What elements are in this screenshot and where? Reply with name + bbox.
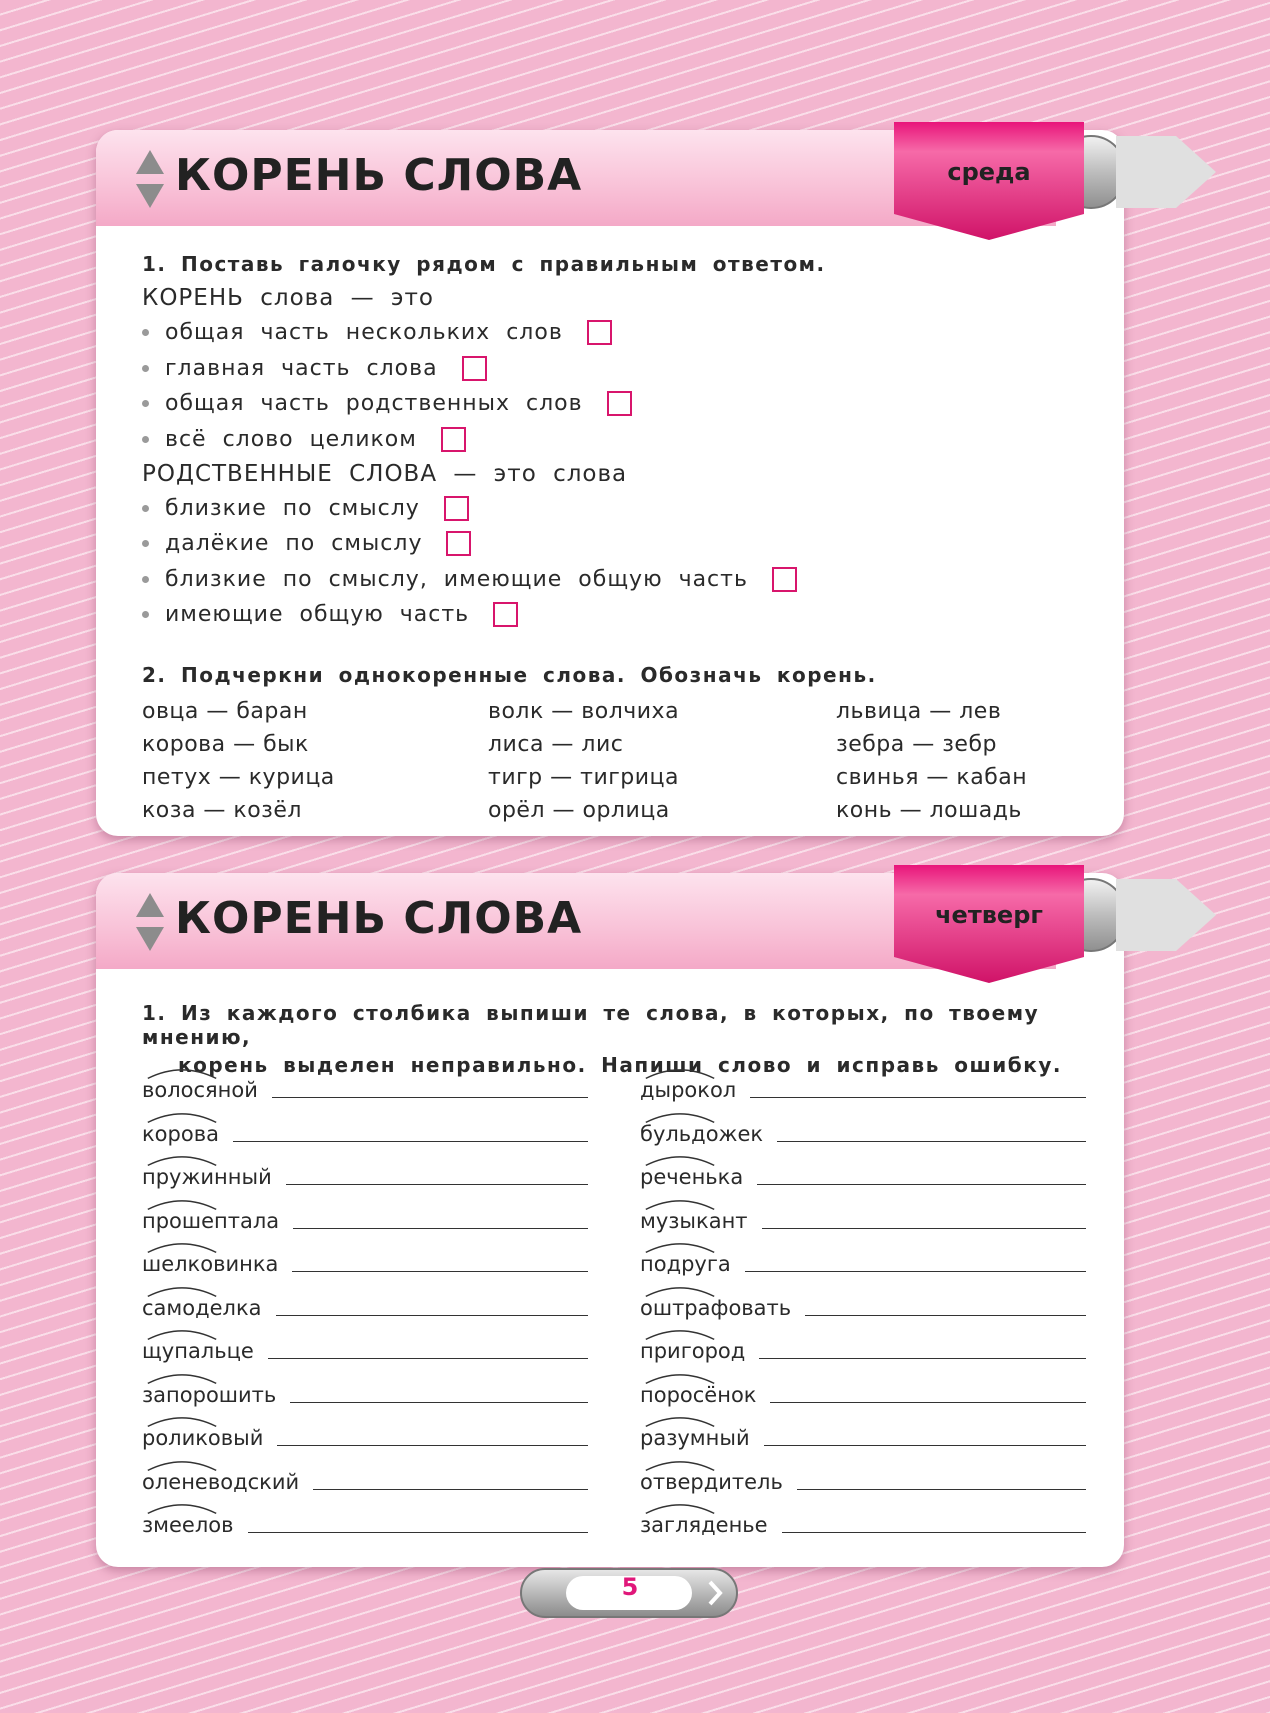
- task1-heading: 1. Из каждого столбика выпиши те слова, в которых, по твоему мнению, корень выделен неправильно. Напиши слово и исправь ошибку.: [142, 1001, 1062, 1077]
- root-arc-icon: [146, 1458, 218, 1472]
- marked-word: разумный: [640, 1426, 750, 1450]
- option-item: далёкие по смыслу: [142, 531, 471, 556]
- checkbox[interactable]: [493, 602, 518, 627]
- answer-line[interactable]: [293, 1228, 588, 1229]
- checkbox[interactable]: [441, 427, 466, 452]
- answer-row: [142, 1165, 588, 1189]
- word-pair[interactable]: коза — козёл: [142, 798, 302, 823]
- checkbox[interactable]: [446, 531, 471, 556]
- word-pair[interactable]: свинья — кабан: [836, 765, 1028, 790]
- answer-line[interactable]: [750, 1097, 1086, 1098]
- word-pair[interactable]: волк — волчиха: [488, 699, 680, 724]
- word-pair[interactable]: лиса — лис: [488, 732, 624, 757]
- page-number: 5: [621, 1573, 639, 1601]
- word-pair[interactable]: зебра — зебр: [836, 732, 997, 757]
- answer-row: [640, 1165, 1086, 1189]
- answer-row: [142, 1383, 588, 1407]
- answer-line[interactable]: [745, 1271, 1086, 1272]
- word-pair[interactable]: овца — баран: [142, 699, 308, 724]
- answer-row: [640, 1122, 1086, 1146]
- task2-heading: 2. Подчеркни однокоренные слова. Обозначь корень.: [142, 663, 877, 687]
- answer-line[interactable]: [268, 1358, 588, 1359]
- word-pair[interactable]: тигр — тигрица: [488, 765, 680, 790]
- answer-row: [640, 1383, 1086, 1407]
- marked-word: пригород: [640, 1339, 745, 1363]
- answer-row: [640, 1426, 1086, 1450]
- answer-row: [640, 1296, 1086, 1320]
- checkbox[interactable]: [444, 496, 469, 521]
- answer-line[interactable]: [286, 1184, 588, 1185]
- root-arc-icon: [644, 1197, 716, 1211]
- marked-word: поросёнок: [640, 1383, 756, 1407]
- option-item: близкие по смыслу, имеющие общую часть: [142, 567, 797, 592]
- answer-row: [142, 1513, 588, 1537]
- marked-word: подруга: [640, 1252, 731, 1276]
- root-arc-icon: [146, 1327, 218, 1341]
- word-pair[interactable]: конь — лошадь: [836, 798, 1022, 823]
- marked-word: прошептала: [142, 1209, 279, 1233]
- option-item: общая часть нескольких слов: [142, 320, 612, 345]
- word-pair[interactable]: львица — лев: [836, 699, 1002, 724]
- day-label: четверг: [935, 901, 1043, 929]
- word-pair[interactable]: корова — бык: [142, 732, 309, 757]
- root-arc-icon: [146, 1153, 218, 1167]
- root-arc-icon: [146, 1066, 218, 1080]
- up-down-arrows-icon: [134, 148, 166, 210]
- section-title: КОРЕНЬ СЛОВА: [175, 150, 583, 201]
- root-arc-icon: [146, 1284, 218, 1298]
- root-arc-icon: [644, 1284, 716, 1298]
- up-down-arrows-icon: [134, 891, 166, 953]
- root-arc-icon: [146, 1110, 218, 1124]
- answer-line[interactable]: [313, 1489, 588, 1490]
- answer-line[interactable]: [759, 1358, 1086, 1359]
- answer-row: [640, 1513, 1086, 1537]
- marked-word: отвердитель: [640, 1470, 783, 1494]
- word-pair[interactable]: петух — курица: [142, 765, 335, 790]
- option-item: всё слово целиком: [142, 427, 466, 452]
- root-arc-icon: [644, 1371, 716, 1385]
- answer-line[interactable]: [762, 1228, 1086, 1229]
- marked-word: запорошить: [142, 1383, 276, 1407]
- question-root: КОРЕНЬ слова — это: [142, 285, 435, 311]
- root-arc-icon: [146, 1414, 218, 1428]
- root-arc-icon: [146, 1240, 218, 1254]
- answer-line[interactable]: [277, 1445, 588, 1446]
- question-related-words: РОДСТВЕННЫЕ СЛОВА — это слова: [142, 461, 628, 487]
- answer-row: [142, 1209, 588, 1233]
- answer-row: [142, 1339, 588, 1363]
- answer-row: [640, 1339, 1086, 1363]
- answer-row: [142, 1252, 588, 1276]
- answer-line[interactable]: [805, 1315, 1086, 1316]
- task1-heading: 1. Поставь галочку рядом с правильным ответом.: [142, 252, 826, 276]
- answer-row: [142, 1078, 588, 1102]
- answer-row: [640, 1470, 1086, 1494]
- checkbox[interactable]: [772, 567, 797, 592]
- answer-line[interactable]: [782, 1532, 1086, 1533]
- answer-row: [142, 1426, 588, 1450]
- answer-row: [142, 1296, 588, 1320]
- root-arc-icon: [644, 1110, 716, 1124]
- marked-word: пружинный: [142, 1165, 272, 1189]
- root-arc-icon: [644, 1501, 716, 1515]
- answer-line[interactable]: [272, 1097, 588, 1098]
- option-item: имеющие общую часть: [142, 602, 518, 627]
- option-item: близкие по смыслу: [142, 496, 469, 521]
- marked-word: загляденье: [640, 1513, 768, 1537]
- answer-row: [142, 1122, 588, 1146]
- pencil-arrow-icon: [1056, 869, 1256, 961]
- marked-word: щупальце: [142, 1339, 254, 1363]
- marked-word: роликовый: [142, 1426, 263, 1450]
- root-arc-icon: [146, 1197, 218, 1211]
- section-title: КОРЕНЬ СЛОВА: [175, 893, 583, 944]
- answer-line[interactable]: [770, 1402, 1086, 1403]
- answer-row: [640, 1078, 1086, 1102]
- marked-word: оленеводский: [142, 1470, 299, 1494]
- day-label: среда: [947, 158, 1031, 186]
- checkbox[interactable]: [462, 356, 487, 381]
- answer-line[interactable]: [276, 1315, 588, 1316]
- marked-word: музыкант: [640, 1209, 748, 1233]
- marked-word: шелковинка: [142, 1252, 278, 1276]
- marked-word: реченька: [640, 1165, 743, 1189]
- root-arc-icon: [644, 1153, 716, 1167]
- answer-line[interactable]: [777, 1141, 1086, 1142]
- checkbox[interactable]: [587, 320, 612, 345]
- marked-word: волосяной: [142, 1078, 258, 1102]
- exercise-card-wednesday: [96, 130, 1124, 836]
- root-arc-icon: [644, 1066, 716, 1080]
- pencil-arrow-icon: [1056, 126, 1256, 218]
- answer-line[interactable]: [233, 1141, 588, 1142]
- marked-word: корова: [142, 1122, 219, 1146]
- answer-row: [640, 1252, 1086, 1276]
- option-item: главная часть слова: [142, 356, 487, 381]
- marked-word: бульдожек: [640, 1122, 763, 1146]
- answer-row: [142, 1470, 588, 1494]
- marked-word: змеелов: [142, 1513, 234, 1537]
- option-item: общая часть родственных слов: [142, 391, 632, 416]
- root-arc-icon: [644, 1458, 716, 1472]
- answer-line[interactable]: [757, 1184, 1086, 1185]
- word-pair[interactable]: орёл — орлица: [488, 798, 670, 823]
- answer-line[interactable]: [290, 1402, 588, 1403]
- answer-line[interactable]: [292, 1271, 588, 1272]
- marked-word: оштрафовать: [640, 1296, 791, 1320]
- marked-word: дырокол: [640, 1078, 736, 1102]
- answer-line[interactable]: [797, 1489, 1086, 1490]
- exercise-card-thursday: [96, 873, 1124, 1567]
- root-arc-icon: [644, 1327, 716, 1341]
- marked-word: самоделка: [142, 1296, 262, 1320]
- answer-line[interactable]: [764, 1445, 1086, 1446]
- root-arc-icon: [644, 1240, 716, 1254]
- answer-row: [640, 1209, 1086, 1233]
- root-arc-icon: [146, 1501, 218, 1515]
- root-arc-icon: [644, 1414, 716, 1428]
- answer-line[interactable]: [248, 1532, 588, 1533]
- checkbox[interactable]: [607, 391, 632, 416]
- root-arc-icon: [146, 1371, 218, 1385]
